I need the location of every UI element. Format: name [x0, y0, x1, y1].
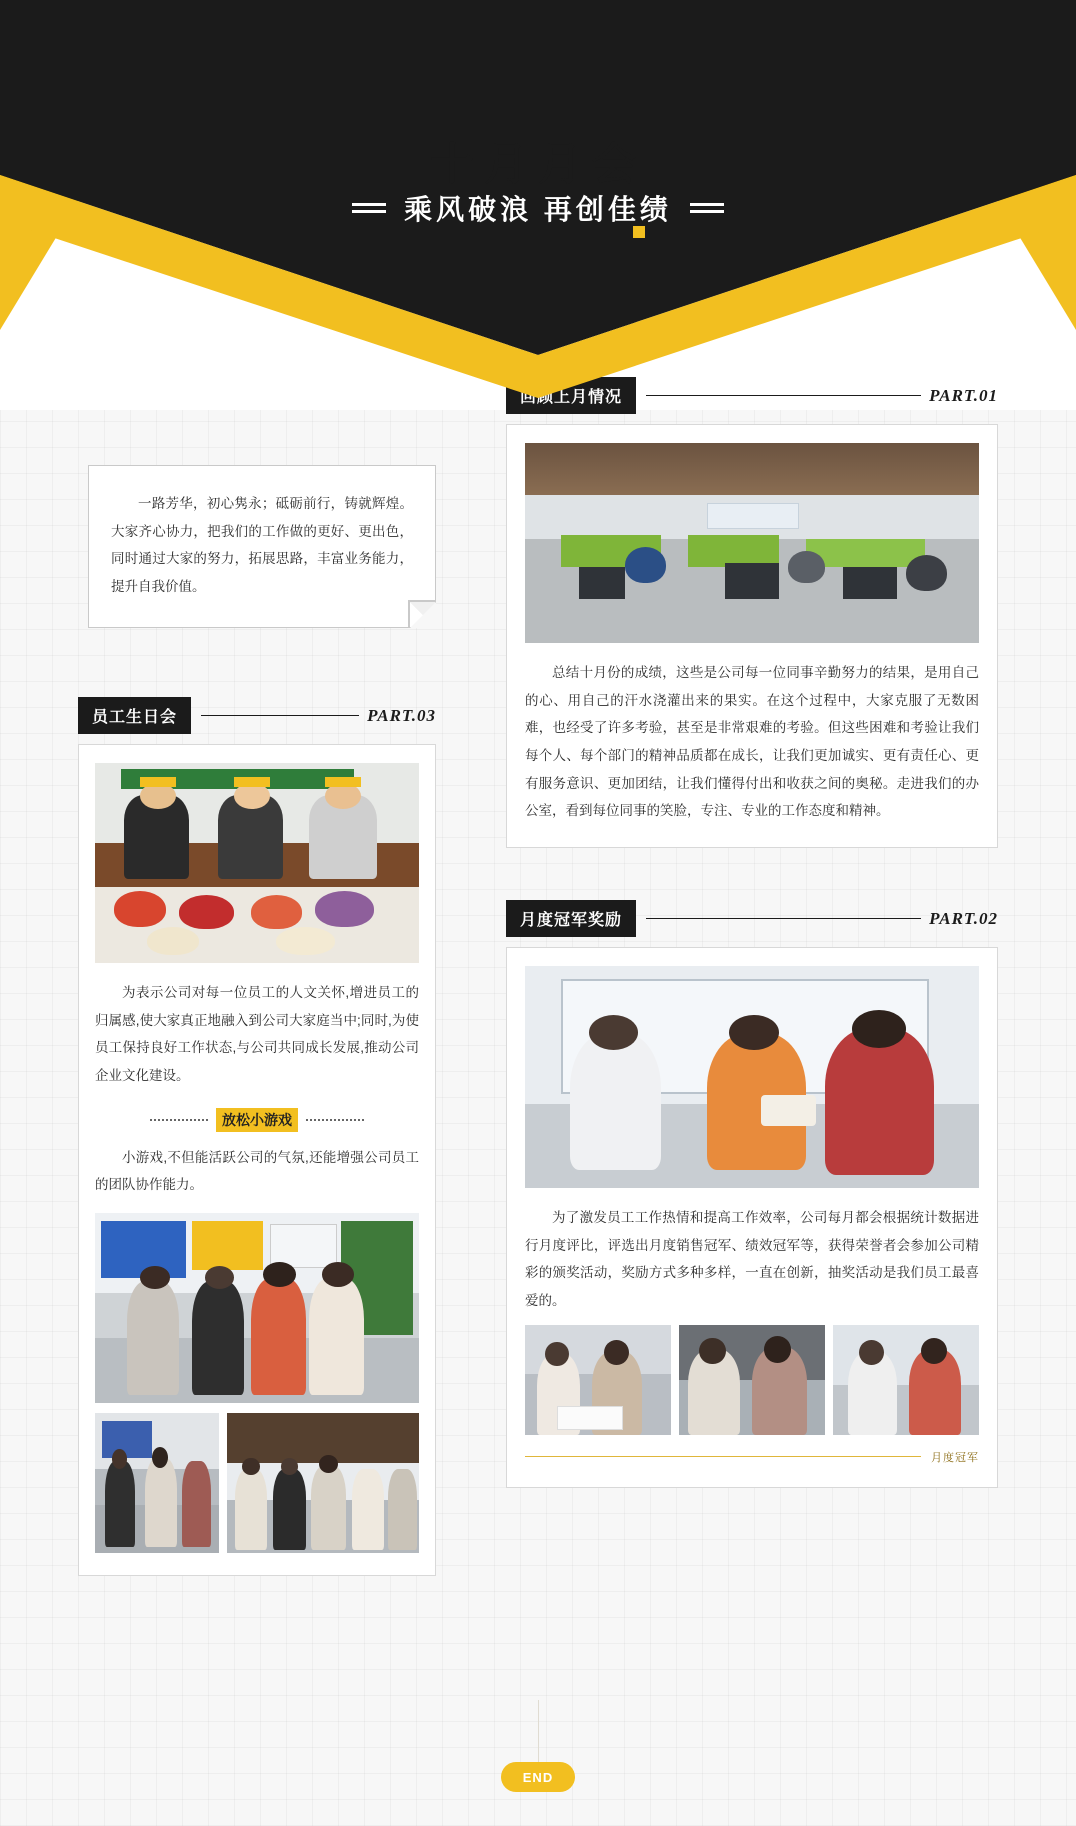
section-part02-gallery-caption: 月度冠军	[931, 1451, 979, 1464]
intro-quote-box	[88, 465, 436, 628]
section-part02-gallery-photo-3	[833, 1325, 979, 1435]
caption-rule	[525, 1456, 921, 1457]
section-part01-tag: 回顾上月情况	[506, 377, 636, 414]
section-part03-gallery	[95, 1413, 419, 1553]
section-part03-subtitle: 放松小游戏	[216, 1108, 298, 1132]
section-part02	[506, 900, 998, 1488]
section-part01-number: PART.01	[929, 385, 998, 405]
intro-quote-text: 一路芳华，初心隽永；砥砺前行，铸就辉煌。大家齐心协力，把我们的工作做的更好、更出色，同时通过大家的努力，拓展思路，丰富业务能力，提升自我价值。	[111, 496, 413, 595]
section-part03-tag: 员工生日会	[78, 697, 191, 734]
page-subtitle-row	[0, 188, 1076, 228]
section-part03-gallery-photo-1	[95, 1413, 219, 1553]
section-part03	[78, 697, 436, 1576]
section-part02-body: 为了激发员工工作热情和提高工作效率，公司每月都会根据统计数据进行月度评比，评选出月度销售冠军、绩效冠军等，获得荣誉者会参加公司精彩的颁奖活动，奖励方式多种多样，一直在创新，抽奖活动是我们员工最喜爱的。	[525, 1210, 979, 1309]
section-part02-gallery-photo-2	[679, 1325, 825, 1435]
end-badge: END	[501, 1762, 575, 1792]
corner-fold-decor	[408, 600, 435, 627]
section-part02-number: PART.02	[929, 908, 998, 928]
section-part03-gallery-photo-2	[227, 1413, 419, 1553]
section-part02-card	[506, 947, 998, 1488]
section-part02-gallery-caption-row	[525, 1449, 979, 1465]
section-part03-header	[78, 697, 436, 734]
section-part01-body: 总结十月份的成绩，这些是公司每一位同事辛勤努力的结果，是用自己的心、用自己的汗水浇灌出来的果实。在这个过程中，大家克服了无数困难，也经受了许多考验，甚至是非常艰难的考验。但这些困难和考验让我们每个人、每个部门的精神品质都在成长，让我们更加诚实、更有责任心、更有服务意识、更加团结，让我们懂得付出和收获之间的奥秘。走进我们的办公室，看到每位同事的笑脸，专注、专业的工作态度和精神。	[525, 665, 979, 819]
section-part01-photo	[525, 443, 979, 643]
footer-vertical-rule	[538, 1700, 539, 1762]
section-part02-tag: 月度冠军奖励	[506, 900, 636, 937]
section-part02-gallery	[525, 1325, 979, 1435]
equals-bar-right-icon	[690, 199, 724, 217]
section-part02-header	[506, 900, 998, 937]
section-part02-gallery-photo-1	[525, 1325, 671, 1435]
section-part02-photo	[525, 966, 979, 1188]
section-part03-photo2	[95, 1213, 419, 1403]
section-part03-rule	[201, 715, 359, 716]
section-part01-rule	[646, 395, 921, 396]
page-title: 十月月会	[430, 140, 646, 189]
decor-square-yellow	[633, 226, 645, 238]
section-part03-body: 为表示公司对每一位员工的人文关怀,增进员工的归属感,使大家真正地融入到公司大家庭当中;同时,为使员工保持良好工作状态,与公司共同成长发展,推动公司企业文化建设。	[95, 985, 419, 1084]
dotted-rule-left-icon	[150, 1119, 208, 1121]
section-part03-subtitle-row	[95, 1108, 419, 1132]
section-part02-rule	[646, 918, 921, 919]
decor-square-black	[262, 33, 275, 46]
section-part03-number: PART.03	[367, 705, 436, 725]
poster-header	[0, 0, 1076, 410]
section-part03-card	[78, 744, 436, 1576]
page-subtitle: 乘风破浪 再创佳绩	[404, 194, 672, 225]
section-part01	[506, 377, 998, 848]
dotted-rule-right-icon	[306, 1119, 364, 1121]
section-part03-photo	[95, 763, 419, 963]
section-part01-card	[506, 424, 998, 848]
equals-bar-left-icon	[352, 199, 386, 217]
section-part03-body2: 小游戏,不但能活跃公司的气氛,还能增强公司员工的团队协作能力。	[95, 1149, 419, 1193]
